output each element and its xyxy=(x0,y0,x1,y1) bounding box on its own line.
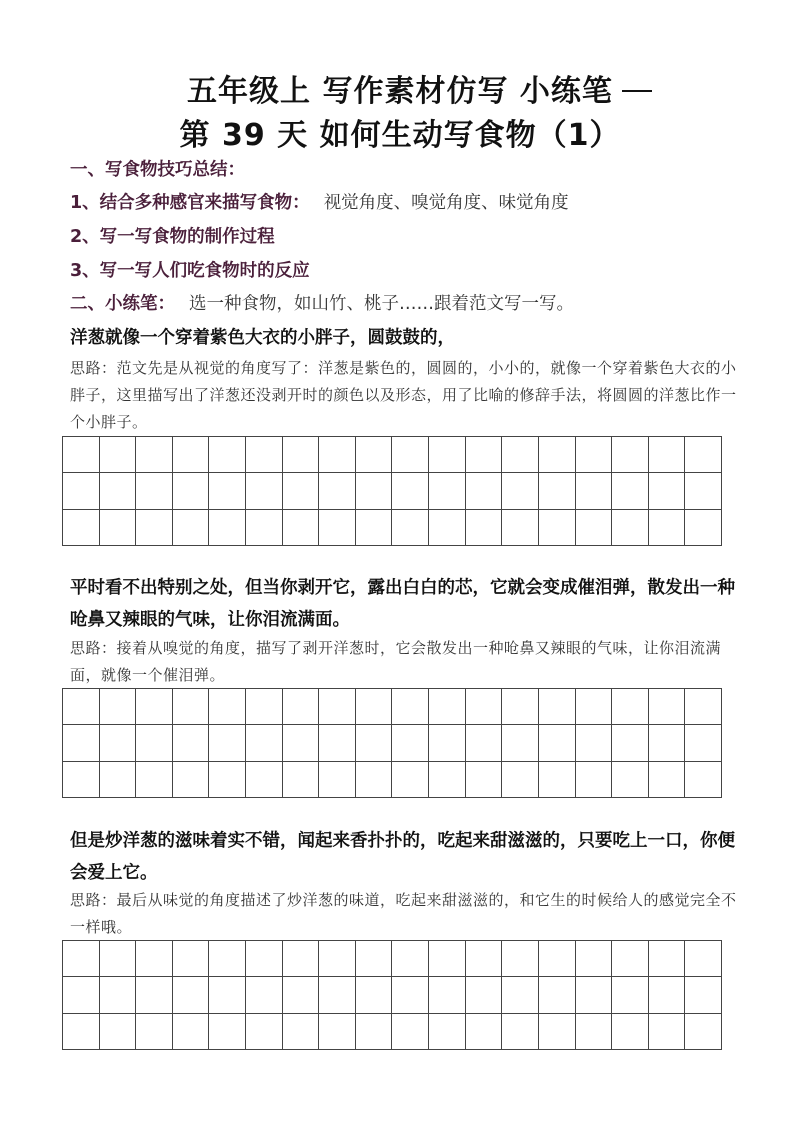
writing-cell[interactable] xyxy=(612,510,649,546)
writing-cell[interactable] xyxy=(539,1014,576,1050)
writing-cell[interactable] xyxy=(173,689,210,725)
writing-cell[interactable] xyxy=(429,762,466,798)
writing-cell[interactable] xyxy=(612,941,649,977)
writing-cell[interactable] xyxy=(576,725,613,761)
writing-cell[interactable] xyxy=(392,725,429,761)
writing-cell[interactable] xyxy=(283,473,320,509)
writing-cell[interactable] xyxy=(136,510,173,546)
writing-cell[interactable] xyxy=(209,725,246,761)
writing-cell[interactable] xyxy=(685,941,722,977)
writing-cell[interactable] xyxy=(576,473,613,509)
writing-cell[interactable] xyxy=(392,510,429,546)
title-dash-decoration xyxy=(622,90,652,92)
writing-cell[interactable] xyxy=(319,689,356,725)
writing-cell[interactable] xyxy=(63,437,100,473)
writing-cell[interactable] xyxy=(685,437,722,473)
writing-cell[interactable] xyxy=(466,437,503,473)
exercise-3-sentence: 但是炒洋葱的滋味着实不错，闻起来香扑扑的，吃起来甜滋滋的，只要吃上一口，你便会爱上它。 xyxy=(70,831,735,883)
writing-cell[interactable] xyxy=(283,977,320,1013)
writing-cell[interactable] xyxy=(319,473,356,509)
writing-cell[interactable] xyxy=(246,941,283,977)
writing-cell[interactable] xyxy=(136,689,173,725)
writing-cell[interactable] xyxy=(63,725,100,761)
writing-cell[interactable] xyxy=(429,1014,466,1050)
writing-cell[interactable] xyxy=(576,437,613,473)
writing-cell[interactable] xyxy=(246,689,283,725)
writing-cell[interactable] xyxy=(466,510,503,546)
writing-cell[interactable] xyxy=(576,941,613,977)
writing-cell[interactable] xyxy=(356,437,393,473)
writing-cell[interactable] xyxy=(136,437,173,473)
writing-cell[interactable] xyxy=(356,977,393,1013)
writing-cell[interactable] xyxy=(356,725,393,761)
writing-cell[interactable] xyxy=(612,1014,649,1050)
writing-cell[interactable] xyxy=(319,977,356,1013)
writing-cell[interactable] xyxy=(576,977,613,1013)
writing-cell[interactable] xyxy=(356,510,393,546)
writing-cell[interactable] xyxy=(173,725,210,761)
writing-cell[interactable] xyxy=(539,473,576,509)
writing-cell[interactable] xyxy=(685,977,722,1013)
writing-cell[interactable] xyxy=(539,725,576,761)
writing-cell[interactable] xyxy=(576,1014,613,1050)
tip-1-label: 1、结合多种感官来描写食物： xyxy=(70,193,310,213)
writing-cell[interactable] xyxy=(319,510,356,546)
writing-cell[interactable] xyxy=(356,762,393,798)
writing-cell[interactable] xyxy=(392,473,429,509)
writing-cell[interactable] xyxy=(100,1014,137,1050)
writing-cell[interactable] xyxy=(685,725,722,761)
writing-cell[interactable] xyxy=(100,725,137,761)
writing-cell[interactable] xyxy=(283,941,320,977)
writing-cell[interactable] xyxy=(612,437,649,473)
writing-cell[interactable] xyxy=(246,762,283,798)
writing-cell[interactable] xyxy=(283,437,320,473)
writing-cell[interactable] xyxy=(466,977,503,1013)
section-1-heading: 一、写食物技巧总结： xyxy=(70,160,245,180)
writing-cell[interactable] xyxy=(502,437,539,473)
writing-cell[interactable] xyxy=(539,510,576,546)
writing-cell[interactable] xyxy=(685,762,722,798)
writing-cell[interactable] xyxy=(246,510,283,546)
writing-cell[interactable] xyxy=(173,762,210,798)
exercise-1-writing-grid[interactable] xyxy=(62,436,722,546)
writing-cell[interactable] xyxy=(283,762,320,798)
writing-cell[interactable] xyxy=(685,473,722,509)
writing-cell[interactable] xyxy=(539,977,576,1013)
writing-cell[interactable] xyxy=(136,941,173,977)
writing-cell[interactable] xyxy=(209,1014,246,1050)
writing-cell[interactable] xyxy=(539,437,576,473)
writing-cell[interactable] xyxy=(209,510,246,546)
section-2-label: 二、小练笔： xyxy=(70,294,175,314)
writing-cell[interactable] xyxy=(319,725,356,761)
writing-cell[interactable] xyxy=(63,762,100,798)
writing-cell[interactable] xyxy=(356,689,393,725)
writing-cell[interactable] xyxy=(63,977,100,1013)
writing-cell[interactable] xyxy=(612,977,649,1013)
tip-1 xyxy=(70,189,569,214)
writing-cell[interactable] xyxy=(283,510,320,546)
writing-cell[interactable] xyxy=(100,510,137,546)
exercise-2-thought: 思路：接着从嗅觉的角度，描写了剥开洋葱时，它会散发出一种呛鼻又辣眼的气味，让你泪流满面，就像一个催泪弹。 xyxy=(70,639,722,684)
writing-cell[interactable] xyxy=(612,689,649,725)
writing-cell[interactable] xyxy=(466,941,503,977)
writing-cell[interactable] xyxy=(392,437,429,473)
writing-cell[interactable] xyxy=(136,977,173,1013)
writing-cell[interactable] xyxy=(502,941,539,977)
writing-cell[interactable] xyxy=(685,689,722,725)
section-2-heading xyxy=(70,290,574,315)
exercise-3-writing-grid[interactable] xyxy=(62,940,722,1050)
writing-cell[interactable] xyxy=(612,762,649,798)
writing-cell[interactable] xyxy=(63,689,100,725)
writing-cell[interactable] xyxy=(283,725,320,761)
writing-cell[interactable] xyxy=(136,1014,173,1050)
writing-cell[interactable] xyxy=(63,941,100,977)
writing-cell[interactable] xyxy=(100,941,137,977)
tip-2: 2、写一写食物的制作过程 xyxy=(70,227,275,247)
writing-cell[interactable] xyxy=(392,689,429,725)
writing-cell[interactable] xyxy=(649,977,686,1013)
writing-cell[interactable] xyxy=(649,762,686,798)
writing-cell[interactable] xyxy=(136,725,173,761)
writing-cell[interactable] xyxy=(356,473,393,509)
writing-cell[interactable] xyxy=(502,510,539,546)
writing-cell[interactable] xyxy=(392,977,429,1013)
writing-cell[interactable] xyxy=(319,1014,356,1050)
writing-cell[interactable] xyxy=(392,1014,429,1050)
writing-cell[interactable] xyxy=(429,977,466,1013)
writing-cell[interactable] xyxy=(209,689,246,725)
writing-cell[interactable] xyxy=(209,762,246,798)
writing-cell[interactable] xyxy=(100,762,137,798)
writing-cell[interactable] xyxy=(246,725,283,761)
writing-cell[interactable] xyxy=(429,941,466,977)
writing-cell[interactable] xyxy=(392,941,429,977)
writing-cell[interactable] xyxy=(466,689,503,725)
writing-cell[interactable] xyxy=(466,1014,503,1050)
writing-cell[interactable] xyxy=(502,977,539,1013)
writing-cell[interactable] xyxy=(319,941,356,977)
writing-cell[interactable] xyxy=(173,941,210,977)
writing-cell[interactable] xyxy=(209,977,246,1013)
writing-cell[interactable] xyxy=(173,510,210,546)
writing-cell[interactable] xyxy=(356,1014,393,1050)
writing-cell[interactable] xyxy=(502,473,539,509)
writing-cell[interactable] xyxy=(100,977,137,1013)
writing-cell[interactable] xyxy=(649,941,686,977)
writing-cell[interactable] xyxy=(173,473,210,509)
writing-cell[interactable] xyxy=(539,941,576,977)
writing-cell[interactable] xyxy=(612,725,649,761)
writing-cell[interactable] xyxy=(502,762,539,798)
writing-cell[interactable] xyxy=(283,1014,320,1050)
exercise-2-writing-grid[interactable] xyxy=(62,688,722,798)
writing-cell[interactable] xyxy=(466,473,503,509)
exercise-2-sentence: 平时看不出特别之处，但当你剥开它，露出白白的芯，它就会变成催泪弹，散发出一种呛鼻又辣眼的气味，让你泪流满面。 xyxy=(70,578,735,630)
writing-cell[interactable] xyxy=(173,977,210,1013)
writing-cell[interactable] xyxy=(649,510,686,546)
writing-cell[interactable] xyxy=(173,437,210,473)
writing-cell[interactable] xyxy=(429,510,466,546)
writing-cell[interactable] xyxy=(649,437,686,473)
writing-cell[interactable] xyxy=(502,689,539,725)
section-2-instruction: 选一种食物，如山竹、桃子……跟着范文写一写。 xyxy=(189,294,574,314)
writing-cell[interactable] xyxy=(685,1014,722,1050)
writing-cell[interactable] xyxy=(685,510,722,546)
writing-cell[interactable] xyxy=(283,689,320,725)
writing-cell[interactable] xyxy=(612,473,649,509)
writing-cell[interactable] xyxy=(576,762,613,798)
writing-cell[interactable] xyxy=(649,473,686,509)
writing-cell[interactable] xyxy=(100,473,137,509)
worksheet-title: 五年级上 写作素材仿写 小练笔 xyxy=(187,74,613,109)
writing-cell[interactable] xyxy=(576,510,613,546)
writing-cell[interactable] xyxy=(136,473,173,509)
writing-cell[interactable] xyxy=(319,437,356,473)
writing-cell[interactable] xyxy=(209,437,246,473)
writing-cell[interactable] xyxy=(356,941,393,977)
writing-cell[interactable] xyxy=(63,473,100,509)
writing-cell[interactable] xyxy=(649,725,686,761)
writing-cell[interactable] xyxy=(319,762,356,798)
writing-cell[interactable] xyxy=(429,689,466,725)
writing-cell[interactable] xyxy=(100,689,137,725)
writing-cell[interactable] xyxy=(466,762,503,798)
writing-cell[interactable] xyxy=(173,1014,210,1050)
writing-cell[interactable] xyxy=(246,977,283,1013)
writing-cell[interactable] xyxy=(649,689,686,725)
writing-cell[interactable] xyxy=(209,473,246,509)
writing-cell[interactable] xyxy=(63,510,100,546)
exercise-1-sentence: 洋葱就像一个穿着紫色大衣的小胖子，圆鼓鼓的， xyxy=(70,328,455,348)
writing-cell[interactable] xyxy=(649,1014,686,1050)
writing-cell[interactable] xyxy=(502,1014,539,1050)
tip-1-detail: 视觉角度、嗅觉角度、味觉角度 xyxy=(323,193,569,213)
writing-cell[interactable] xyxy=(100,437,137,473)
exercise-3-thought: 思路：最后从味觉的角度描述了炒洋葱的味道，吃起来甜滋滋的，和它生的时候给人的感觉完全不一样哦。 xyxy=(70,891,737,936)
writing-cell[interactable] xyxy=(429,725,466,761)
writing-cell[interactable] xyxy=(63,1014,100,1050)
exercise-1-thought: 思路：范文先是从视觉的角度写了：洋葱是紫色的，圆圆的，小小的，就像一个穿着紫色大衣的小胖子，这里描写出了洋葱还没剥开时的颜色以及形态，用了比喻的修辞手法，将圆圆的洋葱比作一个小胖子。 xyxy=(70,359,737,431)
writing-cell[interactable] xyxy=(502,725,539,761)
writing-cell[interactable] xyxy=(136,762,173,798)
writing-cell[interactable] xyxy=(429,473,466,509)
writing-cell[interactable] xyxy=(392,762,429,798)
writing-cell[interactable] xyxy=(246,437,283,473)
writing-cell[interactable] xyxy=(539,689,576,725)
writing-cell[interactable] xyxy=(246,473,283,509)
writing-cell[interactable] xyxy=(576,689,613,725)
writing-cell[interactable] xyxy=(539,762,576,798)
writing-cell[interactable] xyxy=(429,437,466,473)
worksheet-subtitle: 第 39 天 如何生动写食物（1） xyxy=(179,118,621,153)
writing-cell[interactable] xyxy=(466,725,503,761)
writing-cell[interactable] xyxy=(209,941,246,977)
writing-cell[interactable] xyxy=(246,1014,283,1050)
tip-3: 3、写一写人们吃食物时的反应 xyxy=(70,261,310,281)
